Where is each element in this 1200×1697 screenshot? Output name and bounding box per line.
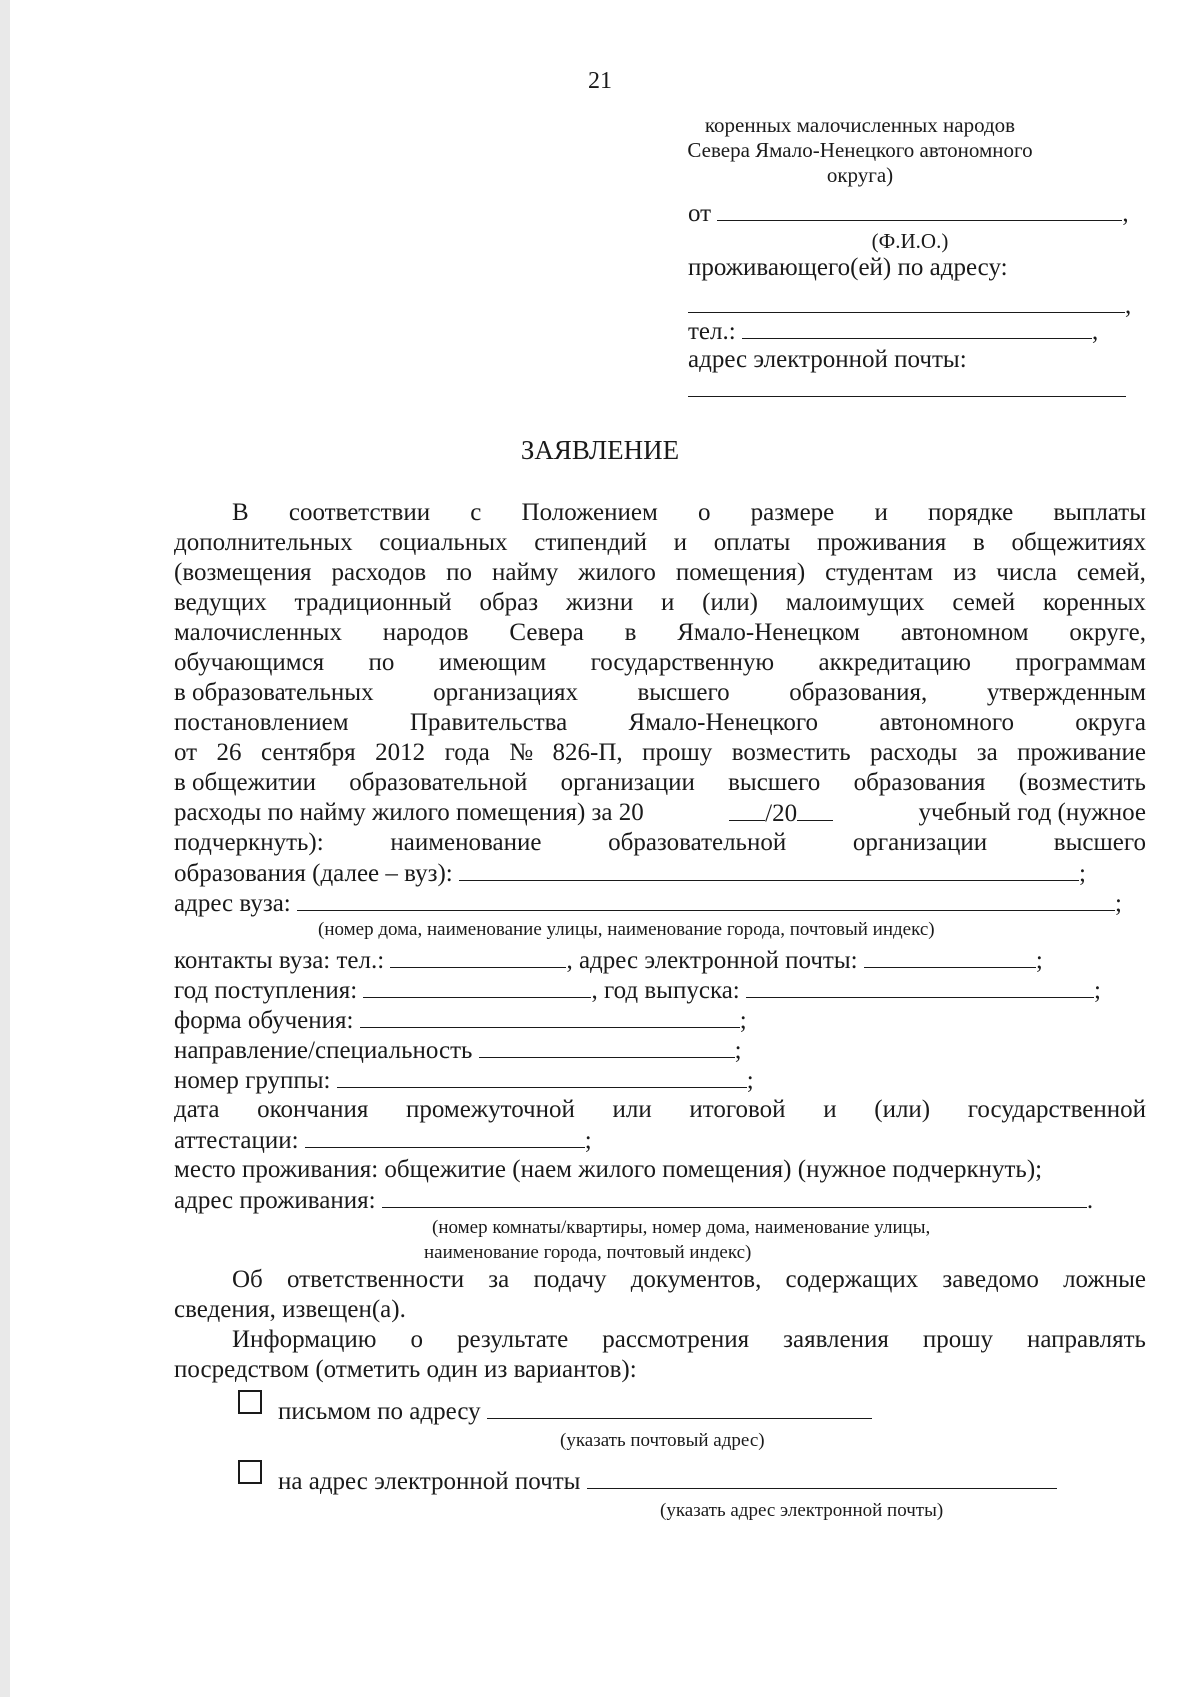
university-field[interactable] [459,858,1079,881]
paragraph-line [174,678,1146,708]
year-line-end: учебный год (нужное [918,799,1146,826]
responsibility-line-2: сведения, извещен(а). [174,1296,406,1323]
word: округа [1075,709,1146,736]
word: заявления [783,1326,889,1353]
graduation-field[interactable] [746,975,1094,998]
word: возместить [731,739,851,766]
mail-option-label: письмом по адресу [278,1398,481,1425]
year-start-field[interactable] [729,798,765,821]
word: о [697,499,711,526]
admission-field[interactable] [363,975,591,998]
from-comma: , [1122,200,1129,227]
word: соответствии [288,499,431,526]
scan-edge [0,0,10,1697]
info-line-2: посредством (отметить один из вариантов): [174,1356,637,1383]
word: за [976,739,998,766]
word: расходов [331,559,427,586]
word: размере [750,499,835,526]
paragraph-line [174,738,1146,768]
year-end-field[interactable] [797,798,833,821]
phone-field[interactable] [742,316,1092,339]
contacts-semicolon: ; [1035,947,1043,974]
word: окончания [257,1096,369,1123]
contacts-label: контакты вуза: тел.: [174,947,385,974]
mail-address-field[interactable] [487,1396,872,1419]
word: государственной [967,1096,1146,1123]
group-field[interactable] [337,1065,747,1088]
word: государственную [590,649,775,676]
year-line-fields [729,798,833,829]
word: № [509,739,534,766]
word: по [368,649,395,676]
word: и [874,499,888,526]
study-form-label: форма обучения: [174,1007,354,1034]
word: по [446,559,473,586]
residing-address-field[interactable] [688,290,1125,313]
word: образования [853,769,986,796]
group-line [174,1065,754,1096]
word: оплаты [713,529,791,556]
word: высшего [1053,829,1146,856]
specialty-semicolon: ; [734,1037,742,1064]
word: за [488,1266,510,1293]
word: стипендий [534,529,647,556]
word: подачу [533,1266,607,1293]
residence-address-label: адрес проживания: [174,1187,376,1214]
from-label: от [688,200,712,227]
paragraph-line [174,618,1146,648]
email-option-line [278,1466,1057,1497]
word: порядке [927,499,1014,526]
document-title: ЗАЯВЛЕНИЕ [520,435,680,465]
word: прошу [642,739,713,766]
word: 2012 [375,739,426,766]
word: в образовательных [174,679,374,706]
word: организациях [433,679,578,706]
word: результате [456,1326,569,1353]
residence-caption-2: наименование города, почтовый индекс) [424,1242,752,1263]
contacts-email-field[interactable] [864,945,1036,968]
word: подчеркнуть): [174,829,324,856]
word: образовательной [349,769,528,796]
word: семей [952,589,1016,616]
address-line [174,888,1122,919]
study-form-field[interactable] [360,1005,740,1028]
word: (или) [874,1096,931,1123]
word: выплаты [1053,499,1146,526]
word: автономном [900,619,1029,646]
word: найму [492,559,559,586]
word: или [612,1096,652,1123]
underline-line [174,828,1146,858]
phone-line [688,316,1098,347]
info-line-1 [232,1325,1146,1355]
fio-field[interactable] [717,198,1122,221]
word: из [953,559,977,586]
word: образ [479,589,539,616]
word: дата [174,1096,220,1123]
specialty-label: направление/специальность [174,1037,473,1064]
residing-label: проживающего(ей) по адресу: [688,254,1008,281]
study-form-semicolon: ; [739,1007,747,1034]
attestation-date-line [174,1125,592,1156]
word: промежуточной [406,1096,575,1123]
residence-place: место проживания: общежитие (наем жилого помещения) (нужное подчеркнуть); [174,1156,1043,1183]
email-line [688,374,1126,405]
attestation-line [174,1095,1146,1125]
word: заведомо [942,1266,1039,1293]
word: социальных [379,529,508,556]
study-form-line [174,1005,747,1036]
admission-label: год поступления: [174,977,358,1004]
years-semicolon: ; [1094,977,1101,1004]
attestation-label: аттестации: [174,1127,299,1154]
word: и [823,1096,837,1123]
word: ведущих [174,589,267,616]
word: рассмотрения [602,1326,750,1353]
word: от [174,739,198,766]
responsibility-line-1 [232,1265,1146,1295]
from-line [688,198,1129,229]
word: программам [1015,649,1146,676]
specialty-line [174,1035,742,1066]
specialty-field[interactable] [479,1035,735,1058]
word: и [673,529,688,556]
word: 26 [216,739,242,766]
addressee-line-3: округа) [826,163,894,187]
year-line-mid: /20 [765,800,798,827]
word: (или) [702,589,759,616]
word: о [410,1326,423,1353]
years-line [174,975,1101,1006]
word: (возмещения [174,559,312,586]
group-semicolon: ; [746,1067,754,1094]
word: студентам [825,559,934,586]
word: Ямало-Ненецком [677,619,860,646]
word: года [444,739,490,766]
word: в общежитии [174,769,316,796]
phone-label: тел.: [688,318,736,345]
contacts-phone-field[interactable] [390,945,566,968]
word: организации [560,769,695,796]
residence-caption-1: (номер комнаты/квартиры, номер дома, наименование улицы, [432,1217,931,1238]
word: итоговой [689,1096,786,1123]
word: утвержденным [986,679,1146,706]
word: образования, [789,679,928,706]
graduation-label: , год выпуска: [591,977,740,1004]
word: обучающимся [174,649,325,676]
addressee-line-1: коренных малочисленных народов [704,113,1016,137]
university-semicolon: ; [1079,860,1086,887]
word: Об [232,1266,263,1293]
word: помещения) [675,559,806,586]
word: высшего [728,769,821,796]
word: прошу [922,1326,994,1353]
word: округе, [1069,619,1146,646]
contacts-email-label: , адрес электронной почты: [566,947,858,974]
university-label: образования (далее – вуз): [174,860,453,887]
word: в [624,619,637,646]
paragraph-line [174,558,1146,588]
fio-caption: (Ф.И.О.) [871,229,949,253]
word: документов, [630,1266,762,1293]
word: наименование [390,829,542,856]
year-line [174,798,1146,829]
word: Информацию [232,1326,377,1353]
paragraph-line [232,498,1146,528]
word: организации [852,829,988,856]
mail-option-checkbox[interactable] [238,1390,262,1414]
contacts-line [174,945,1043,976]
email-option-caption: (указать адрес электронной почты) [660,1500,944,1521]
word: малоимущих [785,589,925,616]
word: содержащих [785,1266,919,1293]
word: имеющим [438,649,547,676]
word: в [972,529,985,556]
email-option-label: на адрес электронной почты [278,1468,581,1495]
residence-address-line [174,1185,1093,1216]
word: постановлением [174,709,349,736]
year-line-start: расходы по найму жилого помещения) за 20 [174,799,644,826]
mail-option-caption: (указать почтовый адрес) [560,1430,765,1451]
email-label: адрес электронной почты: [688,346,967,373]
word: Севера [509,619,584,646]
address-field[interactable] [297,888,1115,911]
paragraph-line [174,648,1146,678]
address-caption: (номер дома, наименование улицы, наименование города, почтовый индекс) [318,919,935,940]
address-semicolon: ; [1115,890,1122,917]
word: с [470,499,482,526]
word: числа [996,559,1057,586]
paragraph-line [174,528,1146,558]
word: малочисленных [174,619,342,646]
word: ответственности [286,1266,465,1293]
phone-comma: , [1091,318,1099,345]
word: 826-П, [552,739,623,766]
paragraph-line [174,708,1146,738]
word: Ямало-Ненецкого [628,709,818,736]
residing-comma: , [1125,292,1132,319]
word: Правительства [409,709,568,736]
word: традиционный [294,589,452,616]
word: направлять [1027,1326,1146,1353]
word: автономного [879,709,1014,736]
paragraph-line [174,588,1146,618]
word: общежитиях [1011,529,1146,556]
word: высшего [637,679,730,706]
word: ложные [1063,1266,1146,1293]
word: образовательной [608,829,787,856]
university-line [174,858,1086,889]
word: проживание [1017,739,1146,766]
word: жилого [578,559,656,586]
attestation-semicolon: ; [584,1127,592,1154]
email-field[interactable] [688,374,1126,397]
word: В [232,499,249,526]
word: Положением [521,499,658,526]
word: коренных [1042,589,1146,616]
attestation-field[interactable] [305,1125,585,1148]
word: жизни [565,589,634,616]
email-option-checkbox[interactable] [238,1460,262,1484]
word: сентября [260,739,356,766]
word: (возместить [1018,769,1146,796]
word: проживания [816,529,947,556]
word: дополнительных [174,529,353,556]
word: народов [382,619,469,646]
mail-option-line [278,1396,872,1427]
paragraph-line [174,768,1146,798]
word: семей, [1076,559,1146,586]
address-label: адрес вуза: [174,890,291,917]
word: аккредитацию [818,649,971,676]
word: и [660,589,675,616]
email-address-field[interactable] [587,1466,1057,1489]
word: расходы [870,739,958,766]
group-label: номер группы: [174,1067,331,1094]
residence-address-field[interactable] [382,1185,1087,1208]
page-number: 21 [588,68,612,94]
addressee-line-2: Севера Ямало-Ненецкого автономного [687,138,1033,162]
residence-period: . [1086,1187,1094,1214]
